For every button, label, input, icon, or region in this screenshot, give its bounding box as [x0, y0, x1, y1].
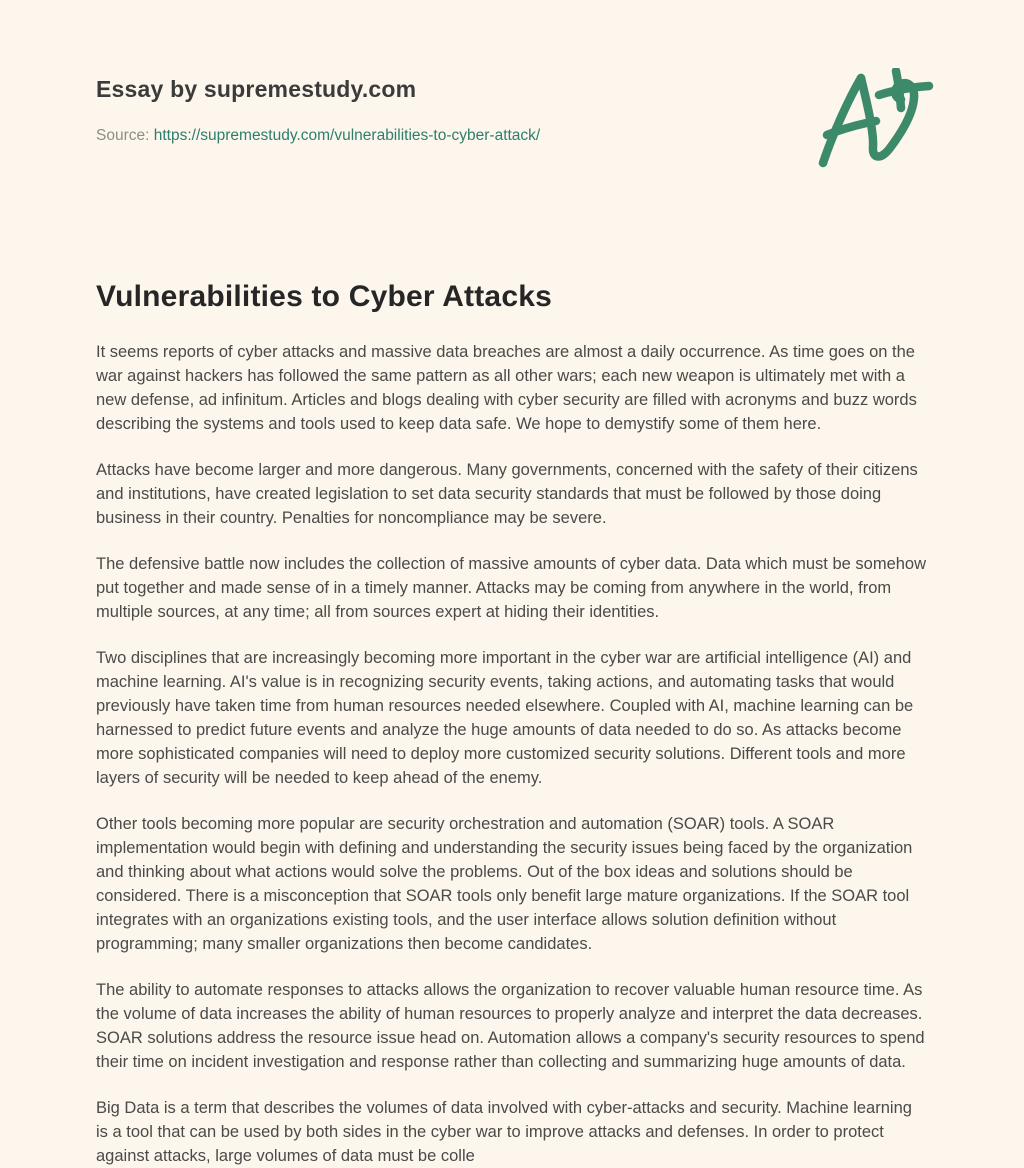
essay-by-title: Essay by supremestudy.com — [96, 76, 417, 102]
article-body — [96, 340, 928, 1168]
essay-paragraph: Attacks have become larger and more dangerous. Many governments, concerned with the safety of their citizens and institutions, have created legislation to set data security standards that must be followed by those doing business in their country. Penalties for noncompliance may be severe. — [96, 461, 918, 527]
aplus-logo — [818, 68, 938, 168]
source-label: Source: — [96, 127, 150, 144]
source-link[interactable]: https://supremestudy.com/vulnerabilities-to-cyber-attack/ — [153, 127, 541, 144]
essay-paragraph: The ability to automate responses to attacks allows the organization to recover valuable human resource time. As the volume of data increases the ability of human resources to properly analyze and interpret the data decreases. SOAR solutions address the resource issue head on. Automation allows a company's security resources to spend their time on incident investigation and response rather than collecting and summarizing huge amounts of data. — [96, 981, 925, 1071]
page-title: Vulnerabilities to Cyber Attacks — [96, 280, 552, 313]
page-header — [96, 0, 928, 168]
essay-paragraph: Other tools becoming more popular are security orchestration and automation (SOAR) tools. A SOAR implementation would begin with defining and understanding the security issues being faced by the organization and thinking about what actions would solve the problems. Out of the box ideas and solutions should be considered. There is a misconception that SOAR tools only benefit large mature organizations. If the SOAR tool integrates with an organizations existing tools, and the user interface allows solution definition without programming; many smaller organizations then become candidates. — [96, 815, 913, 953]
essay-paragraph: The defensive battle now includes the collection of massive amounts of cyber data. Data which must be somehow put together and made sense of in a timely manner. Attacks may be coming from anywhere in the world, from multiple sources, at any time; all from sources expert at hiding their identities. — [96, 555, 927, 621]
a-plus-logo-icon — [818, 68, 938, 168]
essay-paragraph: Big Data is a term that describes the volumes of data involved with cyber-attacks and security. Machine learning is a tool that can be used by both sides in the cyber war to improve attacks and defenses. In order to protect against attacks, large volumes of data must be colle — [96, 1099, 912, 1165]
header-left — [96, 76, 540, 145]
source-line — [96, 127, 540, 145]
essay-paragraph: It seems reports of cyber attacks and massive data breaches are almost a daily occurrence. As time goes on the war against hackers has followed the same pattern as all other wars; each new weapon is ultimately met with a new defense, ad infinitum. Articles and blogs dealing with cyber security are filled with acronyms and buzz words describing the systems and tools used to keep data safe. We hope to demystify some of them here. — [96, 343, 917, 433]
essay-paragraph: Two disciplines that are increasingly becoming more important in the cyber war are artificial intelligence (AI) and machine learning. AI's value is in recognizing security events, taking actions, and automating tasks that would previously have taken time from human resources needed elsewhere. Coupled with AI, machine learning can be harnessed to predict future events and analyze the huge amounts of data needed to do so. As attacks become more sophisticated companies will need to deploy more customized security solutions. Different tools and more layers of security will be needed to keep ahead of the enemy. — [96, 649, 914, 787]
